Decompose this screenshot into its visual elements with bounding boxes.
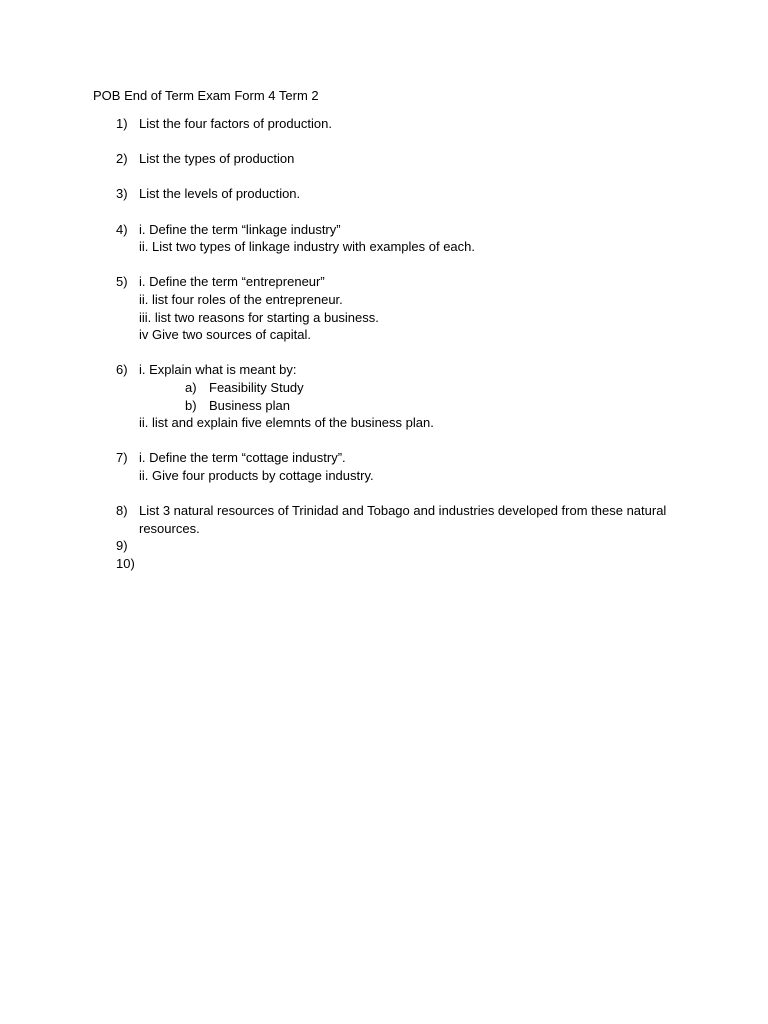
question-2 [0,150,768,168]
question-text: List 3 natural resources of Trinidad and Tobago and industries developed from these natural resources. [139,503,667,536]
question-number: 7) [116,450,128,466]
document-title: POB End of Term Exam Form 4 Term 2 [93,88,319,103]
question-part: i. Explain what is meant by: [139,362,297,378]
question-part: ii. List two types of linkage industry with examples of each. [139,239,475,255]
sub-item-marker: b) [185,397,197,413]
question-number: 9) [116,538,128,554]
question-1 [0,115,768,133]
question-part: iii. list two reasons for starting a business. [139,309,379,325]
question-3 [0,185,768,203]
question-number: 6) [116,362,128,378]
question-4 [0,221,768,256]
question-text [139,537,679,555]
sub-item [139,379,679,397]
question-part: iv Give two sources of capital. [139,327,311,343]
question-10 [0,555,768,573]
question-part: i. Define the term “cottage industry”. [139,450,346,466]
question-number: 2) [116,151,128,167]
question-text: List the four factors of production. [139,116,332,131]
sub-item-marker: a) [185,379,197,395]
question-text: List the types of production [139,151,295,167]
question-number: 4) [116,221,128,237]
question-5 [0,273,768,343]
sub-item-text: Feasibility Study [209,379,304,395]
question-8 [0,502,768,537]
question-part: ii. Give four products by cottage industry. [139,467,374,483]
question-part: i. Define the term “linkage industry” [139,221,341,237]
question-6 [0,361,768,431]
sub-item-text: Business plan [209,397,290,413]
question-number: 3) [116,186,128,202]
question-list [0,115,768,572]
question-number: 8) [116,503,128,519]
question-number: 5) [116,274,128,290]
question-part: ii. list and explain five elemnts of the business plan. [139,415,434,431]
question-part: i. Define the term “entrepreneur” [139,274,325,290]
question-9 [0,537,768,555]
question-number: 10) [116,555,135,571]
question-text: List the levels of production. [139,186,301,202]
question-text [139,555,679,573]
question-part: ii. list four roles of the entrepreneur. [139,291,343,307]
question-7 [0,449,768,484]
sub-item [139,397,679,415]
question-number: 1) [116,116,128,131]
